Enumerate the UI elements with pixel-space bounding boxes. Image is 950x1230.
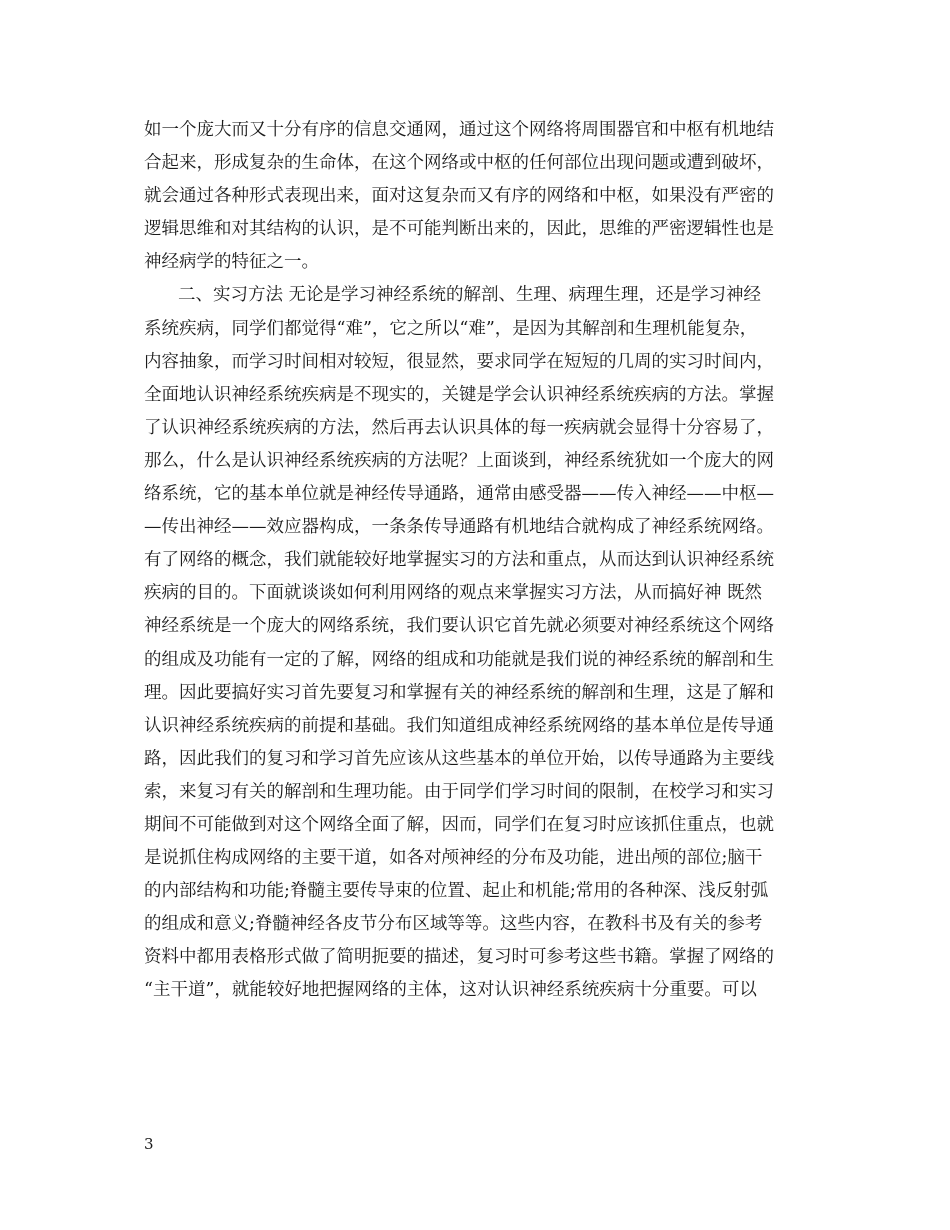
text-line: 了认识神经系统疾病的方法，然后再去认识具体的每一疾病就会显得十分容易了， bbox=[144, 417, 774, 438]
text-line: 系统疾病，同学们都觉得“难”，它之所以“难”，是因为其解剖和生理机能复杂， bbox=[144, 318, 758, 339]
text-line: 如一个庞大而又十分有序的信息交通网，通过这个网络将周围器官和中枢有机地结 bbox=[144, 120, 774, 140]
text-line: 逻辑思维和对其结构的认识，是不可能判断出来的，因此，思维的严密逻辑性也是 bbox=[144, 219, 774, 240]
text-line: 的组成和意义;脊髓神经各皮节分布区域等等。这些内容，在教科书及有关的参考 bbox=[144, 914, 763, 935]
text-line: 二、实习方法 无论是学习神经系统的解剖、生理、病理生理，还是学习神经 bbox=[178, 285, 762, 306]
text-line: 认识神经系统疾病的前提和基础。我们知道组成神经系统网络的基本单位是传导通 bbox=[144, 715, 774, 736]
text-line: —传出神经——效应器构成，一条条传导通路有机地结合就构成了神经系统网络。 bbox=[144, 517, 774, 538]
text-line: 神经病学的特征之一。 bbox=[144, 252, 319, 273]
text-line: 的内部结构和功能;脊髓主要传导束的位置、起止和机能;常用的各种深、浅反射弧 bbox=[144, 881, 769, 902]
text-line: 全面地认识神经系统疾病是不现实的，关键是学会认识神经系统疾病的方法。掌握 bbox=[144, 384, 774, 405]
page-number: 3 bbox=[144, 1135, 154, 1153]
text-line: 索，来复习有关的解剖和生理功能。由于同学们学习时间的限制，在校学习和实习 bbox=[144, 781, 774, 802]
text-line: 络系统，它的基本单位就是神经传导通路，通常由感受器——传入神经——中枢— bbox=[144, 484, 774, 505]
text-line: 神经系统是一个庞大的网络系统，我们要认识它首先就必须要对神经系统这个网络 bbox=[144, 616, 774, 637]
text-line: 那么，什么是认识神经系统疾病的方法呢？上面谈到，神经系统犹如一个庞大的网 bbox=[144, 450, 774, 471]
text-line: 理。因此要搞好实习首先要复习和掌握有关的神经系统的解剖和生理，这是了解和 bbox=[144, 682, 774, 703]
text-line: 路，因此我们的复习和学习首先应该从这些基本的单位开始，以传导通路为主要线 bbox=[144, 748, 774, 769]
text-line: 期间不可能做到对这个网络全面了解，因而，同学们在复习时应该抓住重点，也就 bbox=[144, 814, 774, 835]
text-line: 有了网络的概念，我们就能较好地掌握实习的方法和重点，从而达到认识神经系统 bbox=[144, 550, 774, 571]
text-line: 合起来，形成复杂的生命体，在这个网络或中枢的任何部位出现问题或遭到破坏， bbox=[144, 153, 774, 174]
text-line: 的组成及功能有一定的了解，网络的组成和功能就是我们说的神经系统的解剖和生 bbox=[144, 649, 774, 670]
text-line: “主干道”，就能较好地把握网络的主体，这对认识神经系统疾病十分重要。可以 bbox=[144, 980, 757, 1001]
text-line: 就会通过各种形式表现出来，面对这复杂而又有序的网络和中枢，如果没有严密的 bbox=[144, 186, 774, 207]
text-line: 是说抓住构成网络的主要干道，如各对颅神经的分布及功能，进出颅的部位;脑干 bbox=[144, 848, 763, 869]
text-line: 资料中都用表格形式做了简明扼要的描述，复习时可参考这些书籍。掌握了网络的 bbox=[144, 947, 774, 968]
text-line: 疾病的目的。下面就谈谈如何利用网络的观点来掌握实习方法，从而搞好神 既然 bbox=[144, 583, 763, 604]
body-text bbox=[144, 114, 824, 1008]
text-line: 内容抽象，而学习时间相对较短，很显然，要求同学在短短的几周的实习时间内， bbox=[144, 351, 774, 372]
